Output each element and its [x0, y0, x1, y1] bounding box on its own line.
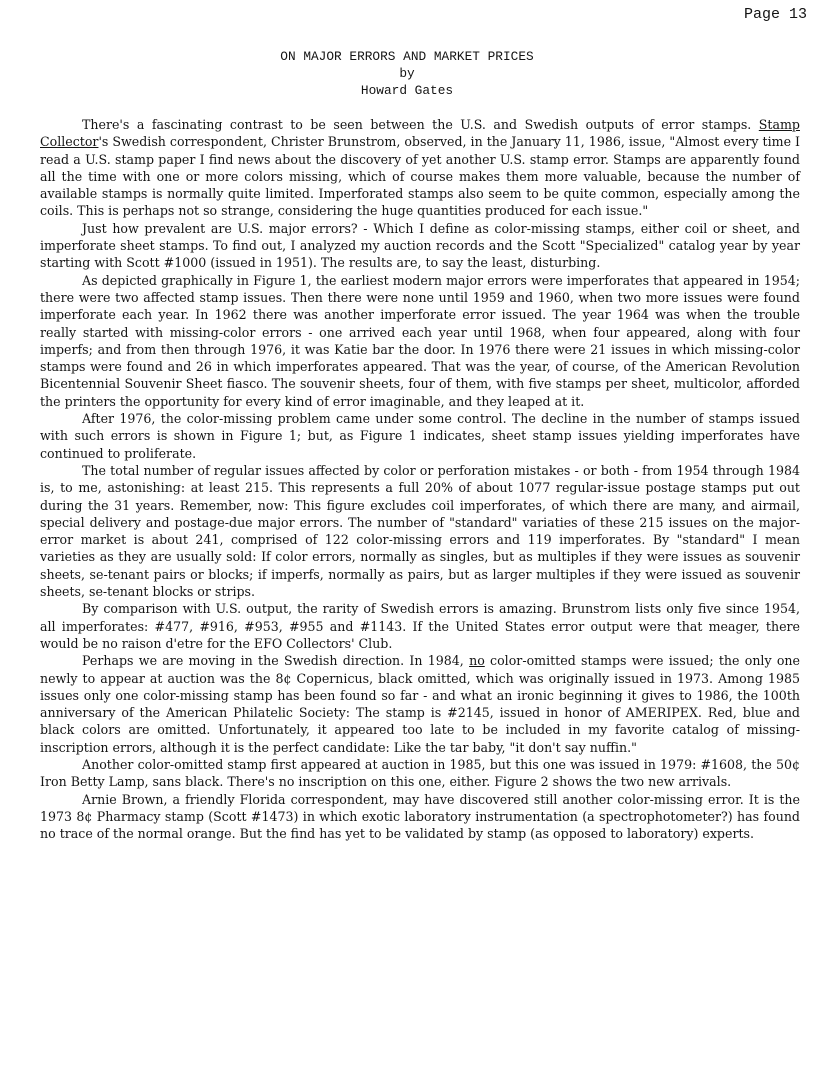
- paragraph-7-text-a: Perhaps we are moving in the Swedish direction. In 1984,: [82, 653, 470, 669]
- paragraph-4: After 1976, the color-missing problem came under some control. The decline in the number of stamps issued with such errors is shown in Figure 1; but, as Figure 1 indicates, sheet stamp issues yielding imperforates have continued to proliferate.: [40, 411, 800, 461]
- paragraph-2: Just how prevalent are U.S. major errors? - Which I define as color-missing stamps, either coil or sheet, and imperforate sheet stamps. To find out, I analyzed my auction records and the Scott "Specialized" catalog year by year starting with Scott #1000 (issued in 1951). The results are, to say the least, disturbing.: [40, 220, 800, 271]
- article-title: ON MAJOR ERRORS AND MARKET PRICES: [280, 49, 534, 64]
- paragraph-1-text-a: There's a fascinating contrast to be seen between the U.S. and Swedish outputs of error stamps.: [82, 117, 759, 132]
- article-byline: by: [399, 66, 415, 81]
- paragraph-9: Arnie Brown, a friendly Florida correspondent, may have discovered still another color-missing error. It is the 1973 8¢ Pharmacy stamp (Scott #1473) in which exotic laboratory instrumentation (a spectrophotometer?) has found no trace of the normal orange. But the find has yet to be validated by stamp (as opposed to laboratory) experts.: [40, 791, 800, 842]
- article-header: [0, 48, 814, 99]
- paragraph-1: [40, 116, 800, 220]
- article-body: [40, 116, 800, 842]
- paragraph-5: The total number of regular issues affected by color or perforation mistakes - or both - from 1954 through 1984 is, to me, astonishing: at least 215. This represents a full 20% of about 1077 regular-issue postage stamps put out during the 31 years. Remember, now: This figure excludes coil imperforates, of which there are many, and airmail, special delivery and postage-due major errors. The number of "standard" variaties of these 215 issues on the major-error market is about 241, comprised of 122 color-missing errors and 119 imperforates. By "standard" I mean varieties as they are usually sold: If color errors, normally as singles, but as multiples if they were issues as souvenir sheets, se-tenant pairs or blocks; if imperfs, normally as pairs, but as larger multiples if they were issued as souvenir sheets, se-tenant blocks or strips.: [40, 462, 800, 600]
- paragraph-1-text-b: 's Swedish correspondent, Christer Brunstrom, observed, in the January 11, 1986, issue, "Almost every time I read a U.S. stamp paper I find news about the discovery of yet another U.S. stamp error. Stamps are apparently found all the time with one or more colors missing, which of course makes them more valuable, because the number of available stamps is normally quite limited. Imperforated stamps also seem to be quite common, especially among the coils. This is perhaps not so strange, considering the huge quantities produced for each issue.": [40, 134, 800, 219]
- paragraph-3: As depicted graphically in Figure 1, the earliest modern major errors were imperforates that appeared in 1954; there were two affected stamp issues. Then there were none until 1959 and 1960, when two more issues were found imperforate each year. In 1962 there was another imperforate error issued. The year 1964 was when the trouble really started with missing-color errors - one arrived each year until 1968, when four appeared, along with four imperfs; and from then through 1976, it was Katie bar the door. In 1976 there were 21 issues in which missing-color stamps were found and 26 in which imperforates appeared. That was the year, of course, of the American Revolution Bicentennial Souvenir Sheet fiasco. The souvenir sheets, four of them, with five stamps per sheet, multicolor, afforded the printers the opportunity for every kind of error imaginable, and they leaped at it.: [40, 272, 800, 409]
- article-author: Howard Gates: [360, 83, 454, 98]
- magazine-title: Stamp Collector: [40, 117, 800, 150]
- paragraph-8: Another color-omitted stamp first appeared at auction in 1985, but this one was issued in 1979: #1608, the 50¢ Iron Betty Lamp, sans black. There's no inscription on this one, either. Figure 2 shows the two new arrivals.: [40, 756, 800, 790]
- paragraph-6: By comparison with U.S. output, the rarity of Swedish errors is amazing. Brunstrom lists only five since 1954, all imperforates: #477, #916, #953, #955 and #1143. If the United States error output were that meager, there would be no raison d'etre for the EFO Collectors' Club.: [40, 601, 800, 651]
- paragraph-7-text-b: color-omitted stamps were issued; the only one newly to appear at auction was the 8¢ Copernicus, black omitted, which was originally issued in 1973. Among 1985 issues only one color-missing stamp has been found so far - and what an ironic beginning it gives to 1986, the 100th anniversary of the American Philatelic Society: The stamp is #2145, issued in honor of AMERIPEX. Red, blue and black colors are omitted. Unfortunately, it appeared too late to be included in my favorite catalog of missing-inscription errors, although it is the perfect candidate: Like the tar baby, "it don't say nuffin.": [40, 653, 800, 755]
- page-number: Page 13: [744, 6, 808, 23]
- paragraph-7: [40, 652, 800, 756]
- emphasis-no: no: [469, 653, 485, 669]
